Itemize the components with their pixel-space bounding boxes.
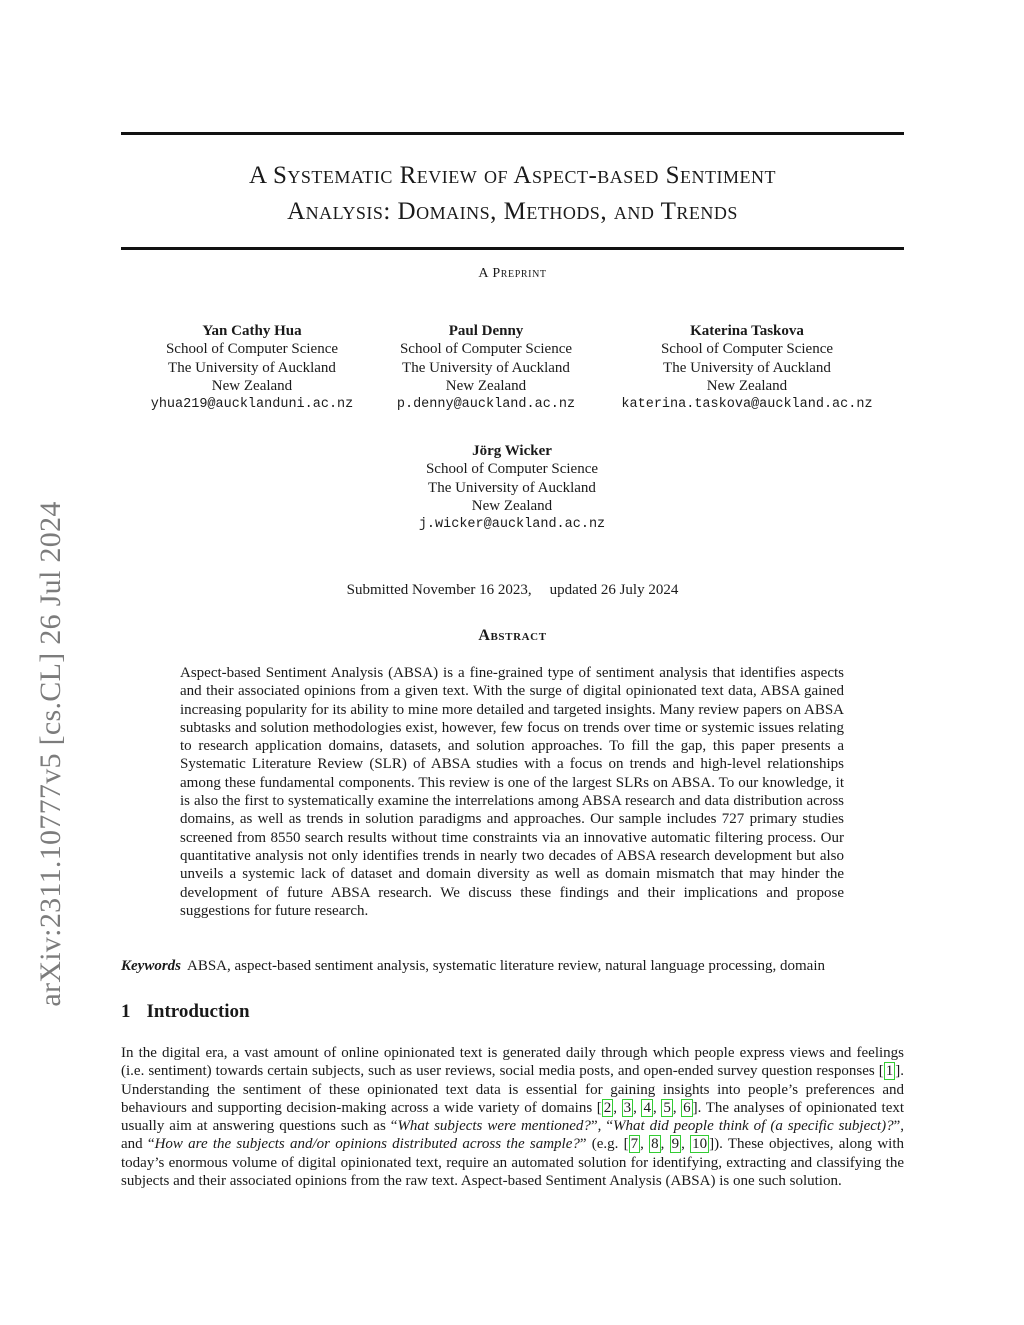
author-department: School of Computer Science	[660, 341, 834, 358]
title-top-rule	[121, 132, 904, 135]
author-block	[382, 322, 590, 414]
submission-dates	[121, 582, 904, 599]
intro-text: ”, “	[590, 1118, 613, 1135]
intro-text: ” (e.g. [	[579, 1136, 629, 1153]
citation-link[interactable]: 2	[603, 1099, 612, 1116]
preprint-label: A Preprint	[478, 266, 547, 281]
citation-link[interactable]: 5	[663, 1099, 671, 1116]
section-number: 1	[121, 1001, 131, 1022]
abstract-text: Aspect-based Sentiment Analysis (ABSA) is a fine-grained type of sentiment analysis that identifies aspects and their associated opinions from a given text. With the surge of digital opinionated text data, ABSA gained increasing popularity for its ability to mine more detailed and targeted insights. Many review papers on ABSA subtasks and solution methodologies exist, however, few focus on trends over time or systemic issues relating to research application domains, datasets, and solution approaches. To fill the gap, this paper presents a Systematic Literature Review (SLR) of ABSA studies with a focus on trends and high-level relationships among these fundamental components. This review is one of the largest SLRs on ABSA. To our knowledge, it is also the first to systematically examine the interrelations among ABSA research and data distribution across domains, as well as trends in solution paradigms and approaches. Our sample includes 727 primary studies screened from 8550 search results without time constraints via an innovative automatic filtering process. Our quantitative analysis not only identifies trends in nearly two decades of ABSA research development but also unveils a systemic lack of dataset and domain diversity as well as domain mismatch that may hinder the development of future ABSA research. We discuss these findings and their implications and propose suggestions for future research.	[180, 665, 844, 919]
section-heading	[121, 1001, 250, 1023]
intro-question: What subjects were mentioned?	[397, 1118, 591, 1135]
keywords-text: ABSA, aspect-based sentiment analysis, systematic literature review, natural language processing, domain	[187, 958, 826, 974]
intro-question: What did people think of (a specific subject)?	[612, 1118, 894, 1135]
author-department: School of Computer Science	[425, 461, 599, 478]
author-email-link[interactable]: p.denny@auckland.ac.nz	[396, 396, 576, 412]
author-organization: The University of Auckland	[402, 359, 570, 376]
author-block	[402, 442, 622, 534]
intro-text: ]. The analyses of opinionated text usually aim at answering questions such as “	[121, 1099, 905, 1135]
submitted-date: Submitted November 16 2023,	[346, 582, 532, 598]
keywords-line	[121, 958, 911, 975]
author-organization: The University of Auckland	[428, 479, 596, 496]
author-block	[606, 322, 888, 414]
author-organization: The University of Auckland	[663, 359, 831, 376]
keywords-label: Keywords	[121, 958, 181, 974]
citation-link[interactable]: 4	[643, 1099, 651, 1116]
paper-title	[121, 158, 904, 230]
intro-text: ”, and “	[121, 1118, 904, 1153]
citation-link[interactable]: 6	[683, 1099, 691, 1116]
abstract-heading: Abstract	[478, 627, 547, 644]
title-line-2: Analysis: Domains, Methods, and Trends	[287, 198, 738, 225]
intro-text: In the digital era, a vast amount of online opinionated text is generated daily through which people express views and feelings (i.e. sentiment) towards certain subjects, such as user reviews, social media posts, and open-ended survey question responses [	[121, 1045, 904, 1080]
author-block	[132, 322, 372, 414]
author-organization: The University of Auckland	[168, 359, 336, 376]
citation-link[interactable]: 3	[623, 1099, 632, 1116]
updated-date: updated 26 July 2024	[549, 582, 679, 598]
citation-link[interactable]: 9	[671, 1136, 680, 1153]
author-email-link[interactable]: j.wicker@auckland.ac.nz	[418, 516, 606, 532]
intro-question: How are the subjects and/or opinions distributed across the sample?	[154, 1136, 580, 1153]
intro-text: ]. Understanding the sentiment of these opinionated text data is essential for gaining insights into people’s preferences and behaviours and supporting decision-making across a wide variety of domains [	[121, 1063, 904, 1116]
section-title: Introduction	[146, 1001, 250, 1022]
arxiv-side-stamp: arXiv:2311.10777v5 [cs.CL] 26 Jul 2024	[34, 501, 67, 1007]
citation-link[interactable]: 8	[651, 1136, 659, 1153]
author-name: Jörg Wicker	[472, 443, 552, 459]
author-country: New Zealand	[471, 498, 553, 515]
citation-link[interactable]: 7	[630, 1136, 639, 1153]
author-department: School of Computer Science	[165, 341, 339, 358]
author-name: Katerina Taskova	[690, 323, 804, 339]
author-country: New Zealand	[211, 378, 293, 395]
title-bottom-rule	[121, 247, 904, 250]
citation-link[interactable]: 1	[885, 1063, 894, 1080]
author-country: New Zealand	[445, 378, 527, 395]
author-email-link[interactable]: katerina.taskova@auckland.ac.nz	[621, 396, 873, 412]
intro-text: ]). These objectives, along with today’s enormous volume of digital opinionated text, require an automated solution for identifying, extracting and classifying the subjects and their associated opinions from the raw text. Aspect-based Sentiment Analysis (ABSA) is one such solution.	[121, 1136, 905, 1190]
title-line-1: A Systematic Review of Aspect-based Sentiment	[249, 162, 776, 189]
author-name: Paul Denny	[448, 323, 524, 339]
author-name: Yan Cathy Hua	[202, 323, 302, 339]
citation-link[interactable]: 10	[692, 1136, 708, 1153]
author-email-link[interactable]: yhua219@aucklanduni.ac.nz	[150, 396, 354, 412]
author-department: School of Computer Science	[399, 341, 573, 358]
introduction-paragraph: In the digital era, a vast amount of online opinionated text is generated daily through which people express views and feelings (i.e. sentiment) towards certain subjects, such as user reviews, social media posts, and open-ended survey question responses [ 1 ]. Understanding the sentiment of these opinionated text data is essential for gaining insights into people’s preferences and behaviours and supporting decision-making across a wide variety of domains [ 2 , 3 , 4 , 5 , 6 ]. The analyses of opinionated text usually aim at answering questions such as “What subjects were mentioned?”, “What did people think of (a specific subject)?”, and “How are the subjects and/or opinions distributed across the sample?” (e.g. [ 7 , 8 , 9 , 10 ]). These objectives, along with today’s enormous volume of digital opinionated text, require an automated solution for identifying, extracting and classifying the subjects and their associated opinions from the raw text. Aspect-based Sentiment Analysis (ABSA) is one such solution.	[121, 1045, 905, 1190]
author-country: New Zealand	[706, 378, 788, 395]
